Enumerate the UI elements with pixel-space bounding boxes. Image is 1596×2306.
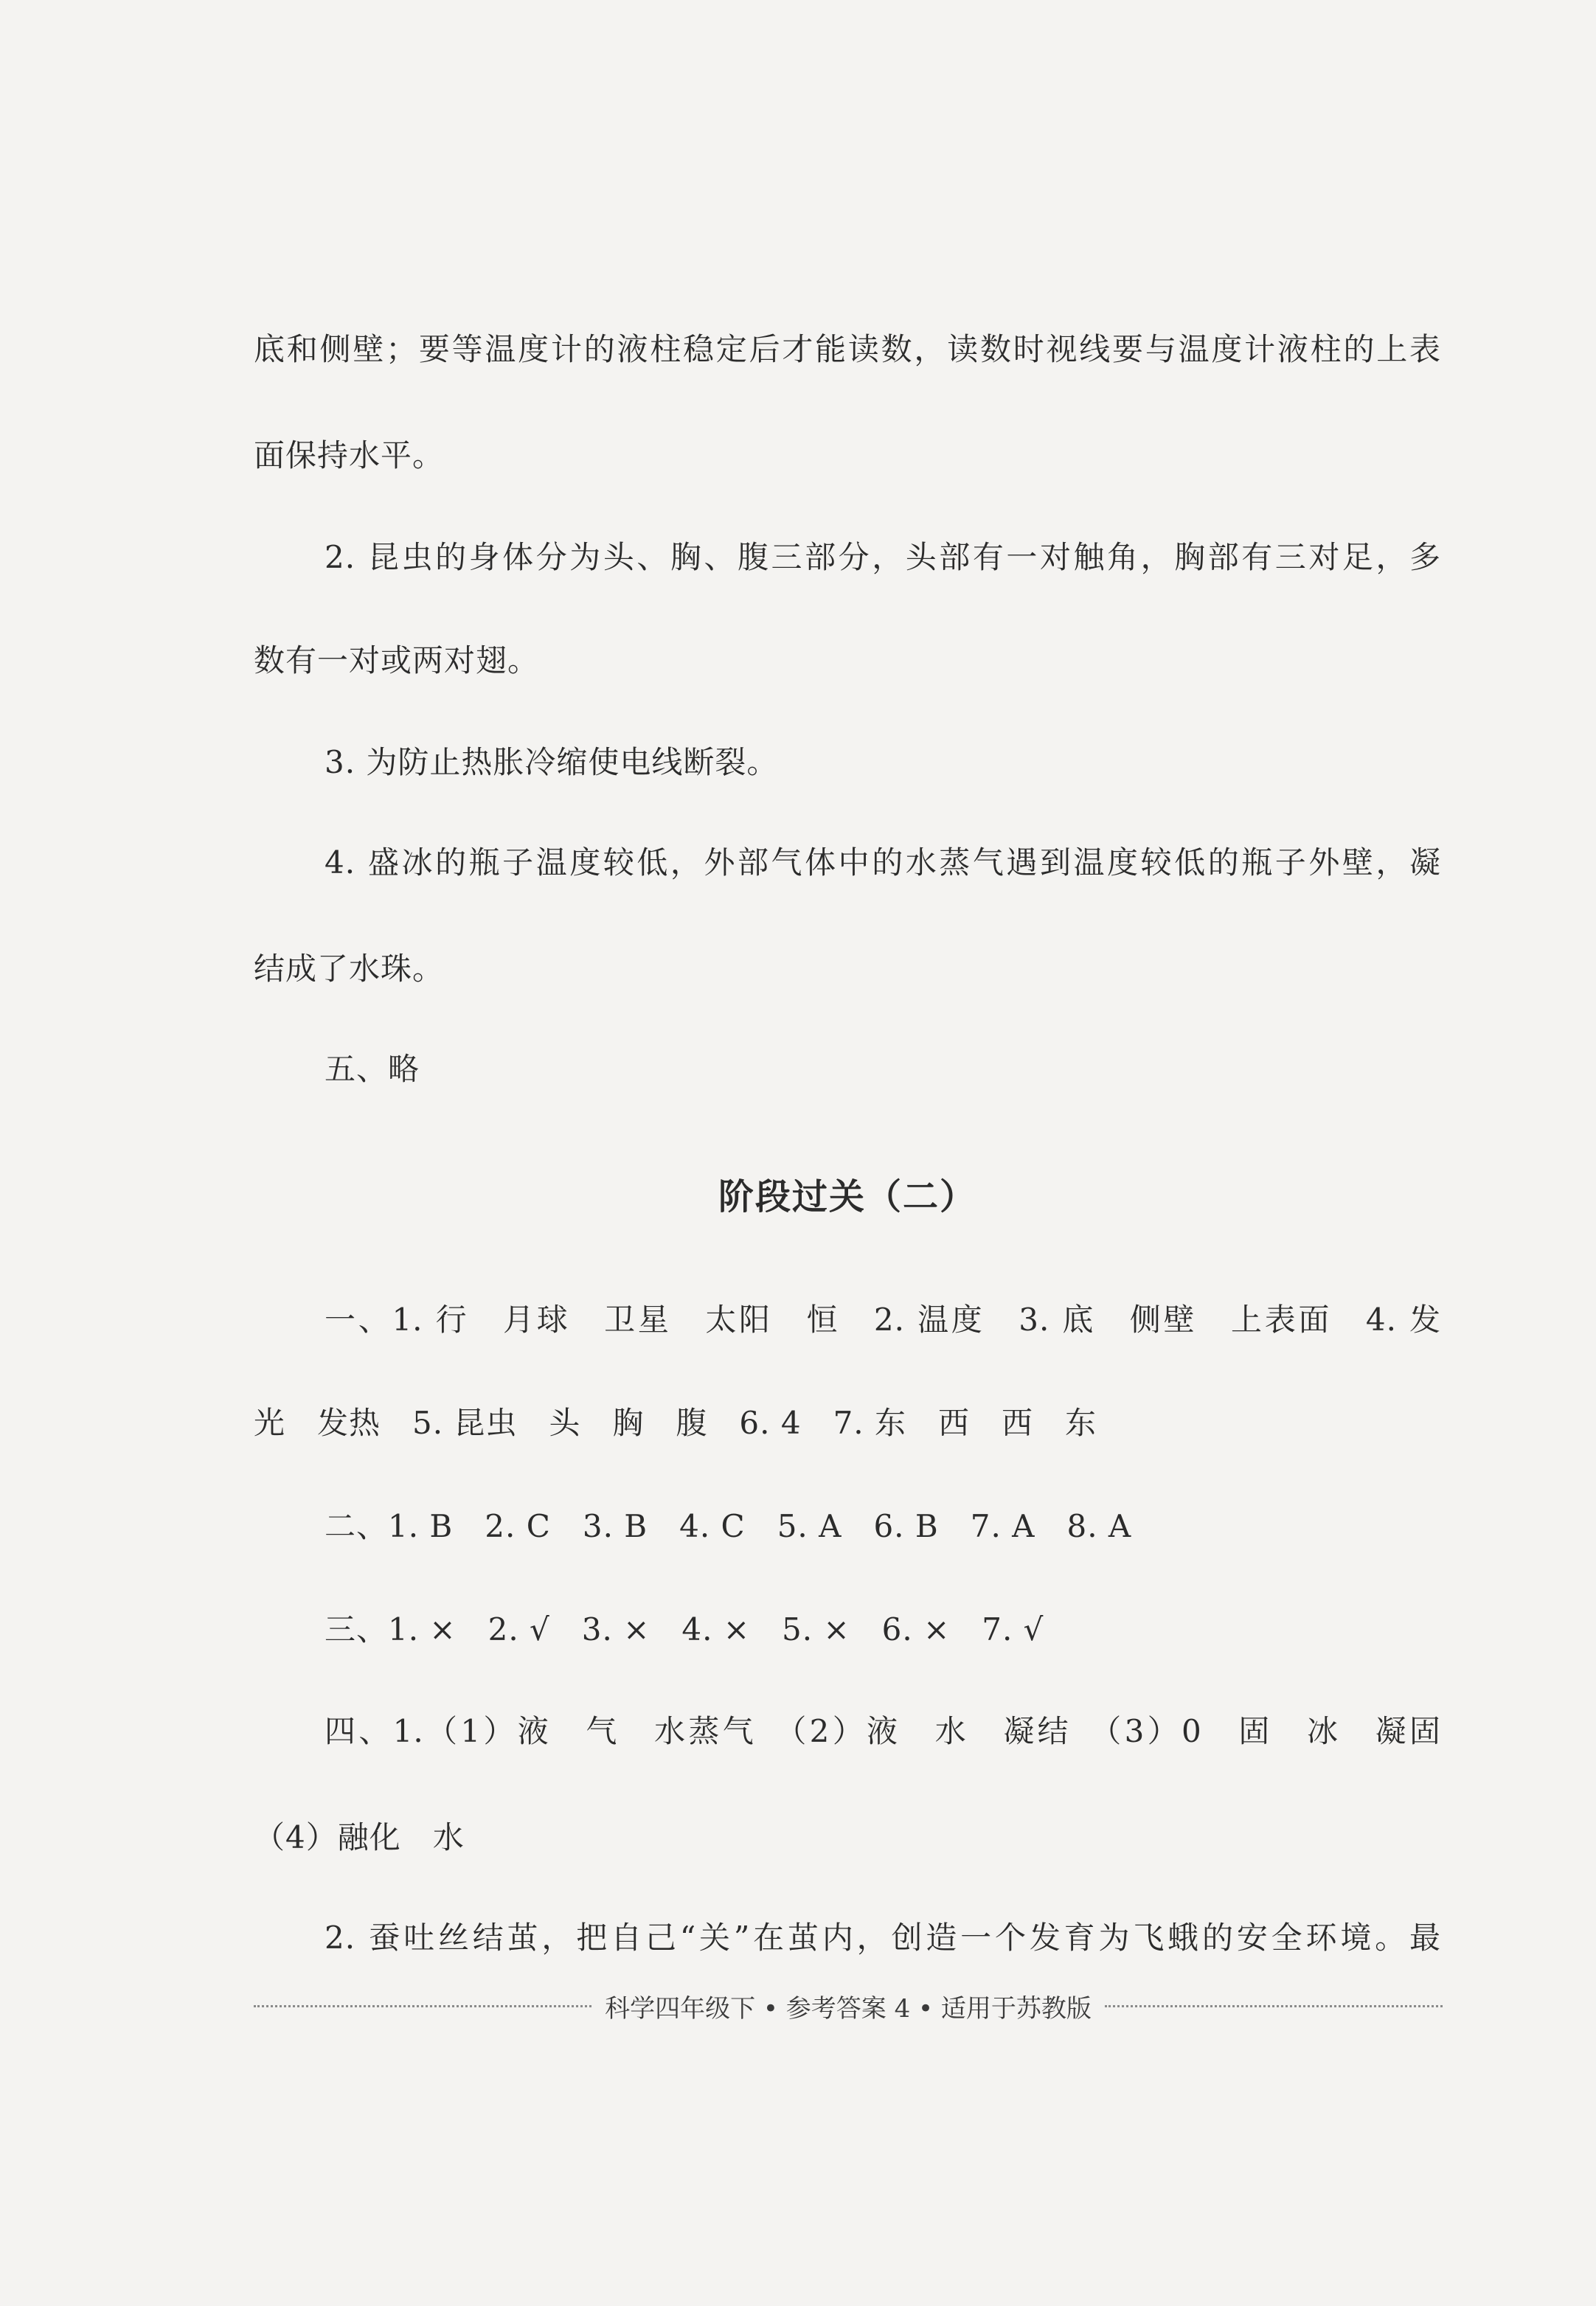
text-line: 结成了水珠。 xyxy=(254,951,445,987)
text-line: 数有一对或两对翅。 xyxy=(254,642,540,678)
text-line: （4）融化 水 xyxy=(254,1819,465,1855)
text-line: 面保持水平。 xyxy=(254,437,445,473)
text-line: 一、1. 行 月球 卫星 太阳 恒 2. 温度 3. 底 侧壁 上表面 4. 发 xyxy=(325,1302,1441,1338)
text-line: 二、1. B 2. C 3. B 4. C 5. A 6. B 7. A 8. A xyxy=(325,1508,1132,1544)
text-line: 3. 为防止热胀冷缩使电线断裂。 xyxy=(325,744,779,780)
page-footer xyxy=(254,1984,1443,2028)
text-line: 底和侧壁；要等温度计的液柱稳定后才能读数，读数时视线要与温度计液柱的上表 xyxy=(254,331,1441,367)
text-line: 四、1.（1）液 气 水蒸气 （2）液 水 凝结 （3）0 固 冰 凝固 xyxy=(325,1713,1441,1749)
text-line: 4. 盛冰的瓶子温度较低，外部气体中的水蒸气遇到温度较低的瓶子外壁，凝 xyxy=(325,844,1441,881)
text-line: 光 发热 5. 昆虫 头 胸 腹 6. 4 7. 东 西 西 东 xyxy=(254,1405,1097,1441)
footer-dotted-rule-left xyxy=(254,2005,591,2007)
section-heading: 阶段过关（二） xyxy=(718,1176,976,1218)
text-line: 五、略 xyxy=(325,1051,420,1087)
text-line: 2. 蚕吐丝结茧，把自己“关”在茧内，创造一个发育为飞蛾的安全环境。最 xyxy=(325,1920,1441,1956)
text-line: 三、1. × 2. √ 3. × 4. × 5. × 6. × 7. √ xyxy=(325,1611,1044,1647)
footer-dotted-rule-right xyxy=(1105,2005,1443,2007)
footer-text: 科学四年级下 • 参考答案 4 • 适用于苏教版 xyxy=(605,1993,1092,2024)
text-line: 2. 昆虫的身体分为头、胸、腹三部分，头部有一对触角，胸部有三对足，多 xyxy=(325,539,1441,575)
